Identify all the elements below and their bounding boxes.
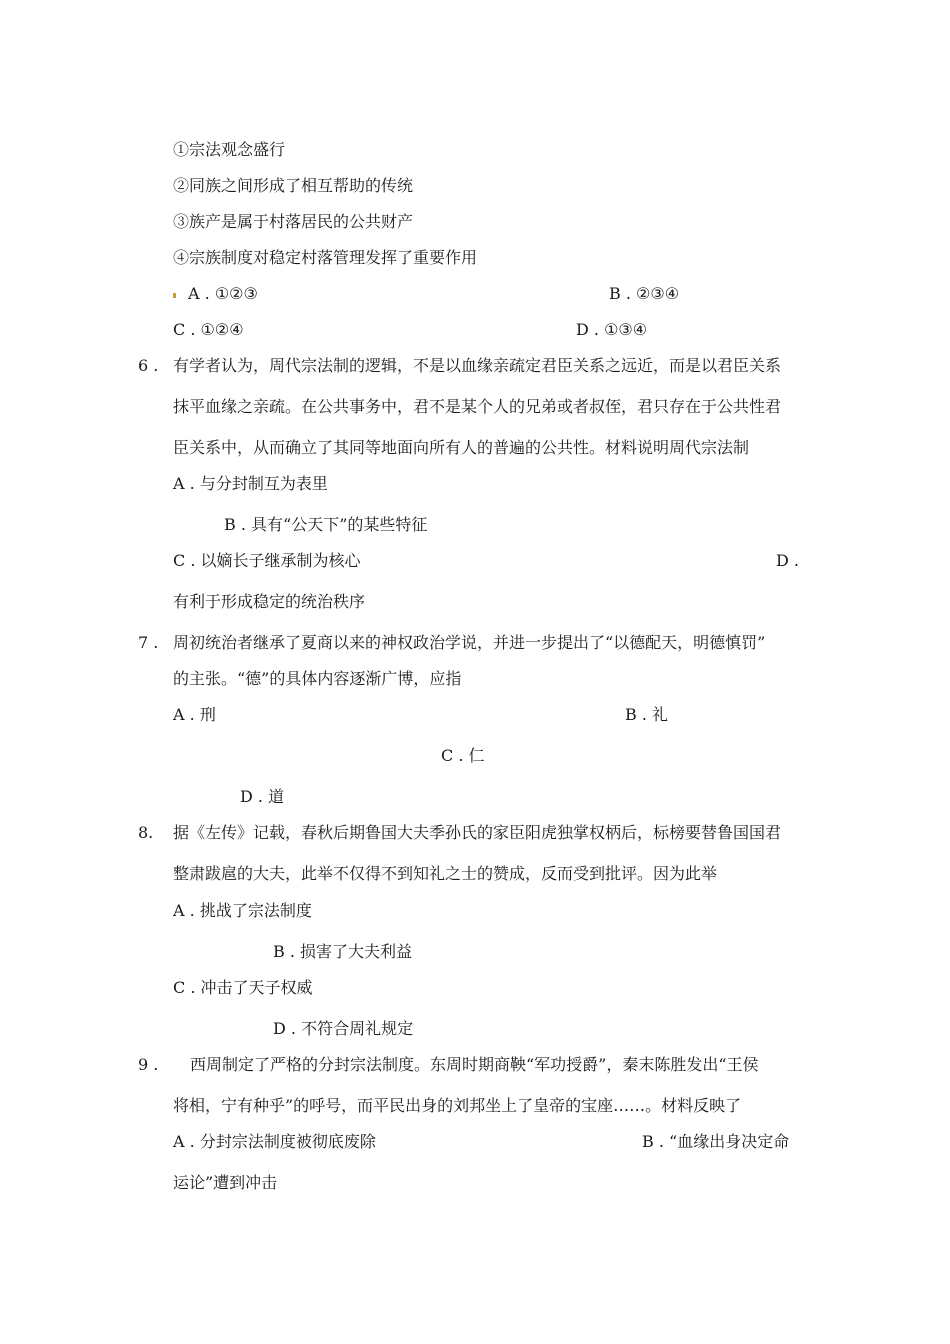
q5-option-d[interactable]: D . ①③④ xyxy=(576,320,648,339)
q6-stem-line-3: 臣关系中，从而确立了其同等地面向所有人的普遍的公共性。材料说明周代宗法制 xyxy=(173,438,750,457)
q9-stem-line-1: 西周制定了严格的分封宗法制度。东周时期商鞅“军功授爵”，秦末陈胜发出“王侯 xyxy=(190,1055,759,1074)
q7-option-b[interactable]: B . 礼 xyxy=(625,705,669,724)
q9-number: 9 . xyxy=(138,1055,159,1074)
q7-option-d[interactable]: D . 道 xyxy=(240,787,285,806)
q8-option-b[interactable]: B . 损害了大夫利益 xyxy=(273,942,413,961)
q5-option-b[interactable]: B . ②③④ xyxy=(609,284,680,303)
q5-option-c[interactable]: C . ①②④ xyxy=(173,320,244,339)
q7-option-c[interactable]: C . 仁 xyxy=(441,746,485,765)
q9-option-b-line-2[interactable]: 运论”遭到冲击 xyxy=(173,1173,278,1192)
q9-stem-line-2: 将相，宁有种乎”的呼号，而平民出身的刘邦坐上了皇帝的宝座……。材料反映了 xyxy=(173,1096,742,1115)
q7-number: 7 . xyxy=(138,633,159,652)
q6-option-d-label[interactable]: D . xyxy=(776,551,799,570)
q8-option-a[interactable]: A . 挑战了宗法制度 xyxy=(173,901,312,920)
q5-item-1: ①宗法观念盛行 xyxy=(173,140,286,159)
q8-number: 8. xyxy=(138,823,154,842)
q5-item-4: ④宗族制度对稳定村落管理发挥了重要作用 xyxy=(173,248,478,267)
q6-option-a[interactable]: A . 与分封制互为表里 xyxy=(173,474,328,493)
q6-option-c[interactable]: C . 以嫡长子继承制为核心 xyxy=(173,551,361,570)
q9-option-b-line-1[interactable]: B . “血缘出身决定命 xyxy=(642,1132,790,1151)
q8-option-d[interactable]: D . 不符合周礼规定 xyxy=(273,1019,414,1038)
q7-stem-line-2: 的主张。“德”的具体内容逐渐广博，应指 xyxy=(173,669,462,688)
q6-stem-line-2: 抹平血缘之亲疏。在公共事务中，君不是某个人的兄弟或者叔侄，君只存在于公共性君 xyxy=(173,397,782,416)
q8-stem-line-2: 整肃跋扈的大夫，此举不仅得不到知礼之士的赞成，反而受到批评。因为此举 xyxy=(173,864,718,883)
q5-item-2: ②同族之间形成了相互帮助的传统 xyxy=(173,176,414,195)
q8-stem-line-1: 据《左传》记载，春秋后期鲁国大夫季孙氏的家臣阳虎独掌权柄后，标榜要替鲁国国君 xyxy=(173,823,782,842)
q6-option-b[interactable]: B . 具有“公天下”的某些特征 xyxy=(224,515,428,534)
q5-option-a[interactable]: A . ①②③ xyxy=(188,284,258,303)
q9-option-a[interactable]: A . 分封宗法制度被彻底废除 xyxy=(173,1132,376,1151)
stray-mark xyxy=(173,293,176,298)
q5-item-3: ③族产是属于村落居民的公共财产 xyxy=(173,212,414,231)
q7-stem-line-1: 周初统治者继承了夏商以来的神权政治学说，并进一步提出了“以德配天，明德慎罚” xyxy=(173,633,766,652)
q8-option-c[interactable]: C . 冲击了天子权威 xyxy=(173,978,313,997)
q7-option-a[interactable]: A . 刑 xyxy=(173,705,216,724)
q6-number: 6 . xyxy=(138,356,159,375)
q6-stem-line-1: 有学者认为，周代宗法制的逻辑，不是以血缘亲疏定君臣关系之远近，而是以君臣关系 xyxy=(173,356,782,375)
q6-option-d-text[interactable]: 有利于形成稳定的统治秩序 xyxy=(173,592,366,611)
